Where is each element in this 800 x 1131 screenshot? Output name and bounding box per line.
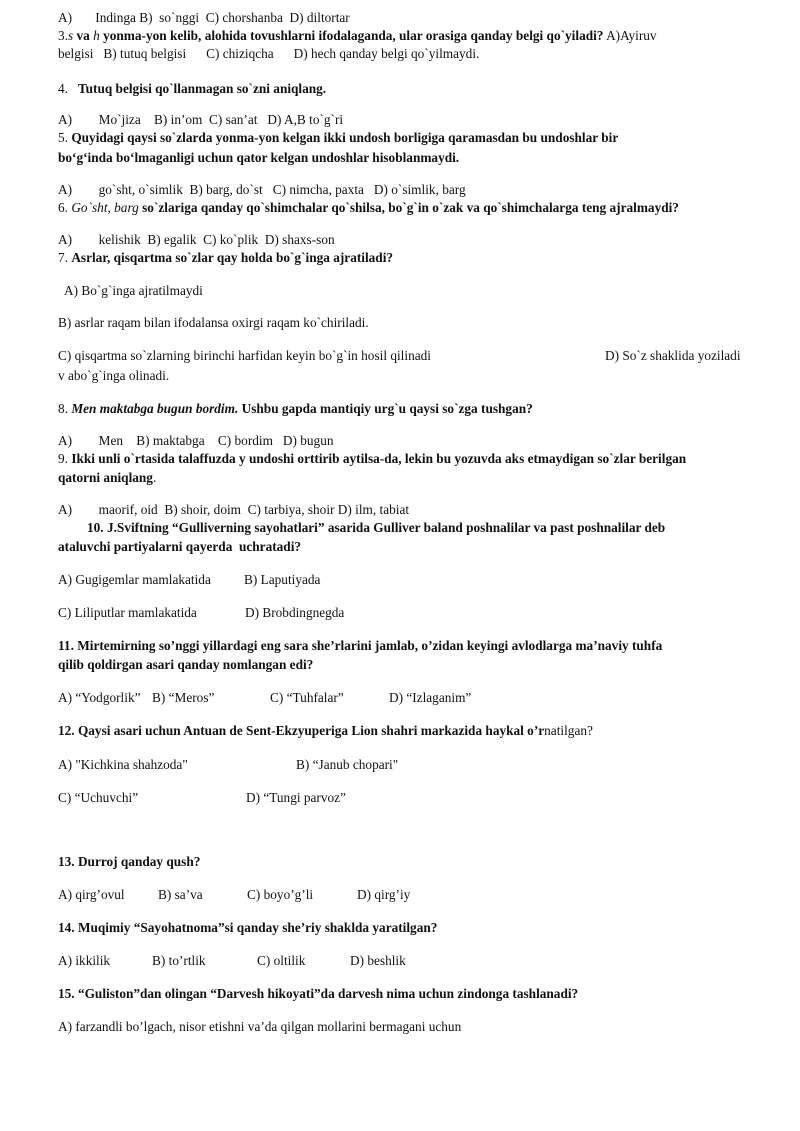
question-7-number: 7. bbox=[58, 250, 68, 265]
question-11-option-d: D) “Izlaganim” bbox=[389, 690, 472, 705]
question-12-body: 12. Qaysi asari uchun Antuan de Sent-Ekzyuperiga Lion shahri markazida haykal o’r bbox=[58, 723, 545, 738]
question-4-text bbox=[58, 80, 760, 98]
letter-s: s bbox=[67, 28, 74, 43]
question-11-option-c: C) “Tuhfalar” bbox=[270, 690, 344, 705]
question-3-number: 3. bbox=[58, 28, 68, 43]
question-8-options: A) Men B) maktabga C) bordim D) bugun bbox=[58, 433, 334, 448]
question-10-option-c: C) Liliputlar mamlakatida bbox=[58, 605, 197, 620]
question-10-line-2: ataluvchi partiyalarni qayerda uchratadi? bbox=[58, 539, 302, 554]
question-10-option-b: B) Laputiyada bbox=[244, 572, 321, 587]
question-3-option-a: A)Ayiruv bbox=[606, 28, 657, 43]
question-14-text: 14. Muqimiy “Sayohatnoma”si qanday she’riy shaklda yaratilgan? bbox=[58, 920, 438, 935]
question-5-options: A) go`sht, o`simlik B) barg, do`st C) nimcha, paxta D) o`simlik, barg bbox=[58, 182, 466, 197]
question-10-option-d: D) Brobdingnegda bbox=[245, 605, 345, 620]
question-12-option-d: D) “Tungi parvoz” bbox=[246, 790, 346, 805]
question-5-line-1 bbox=[58, 129, 760, 147]
question-12-option-c: C) “Uchuvchi” bbox=[58, 790, 139, 805]
question-3-body: yonma-yon kelib, alohida tovushlarni ifodalaganda, ular orasiga qanday belgi qo`yiladi? bbox=[103, 28, 604, 43]
question-6-body: so`zlariga qanday qo`shimchalar qo`shilsa, bo`g`in o`zak va qo`shimchalarga teng ajralmaydi? bbox=[142, 200, 679, 215]
question-14-option-b: B) to’rtlik bbox=[152, 953, 206, 968]
question-8-body: Ushbu gapda mantiqiy urg`u qaysi so`zga tushgan? bbox=[241, 401, 533, 416]
question-15-text: 15. “Guliston”dan olingan “Darvesh hikoyati”da darvesh nima uchun zindonga tashlanadi? bbox=[58, 986, 579, 1001]
question-3-options: belgisi B) tutuq belgisi C) chiziqcha D) hech qanday belgi qo`yilmaydi. bbox=[58, 46, 480, 61]
question-11-option-a: A) “Yodgorlik” bbox=[58, 690, 141, 705]
question-8-number: 8. bbox=[58, 401, 68, 416]
question-9-period: . bbox=[152, 470, 157, 485]
question-13-option-c: C) boyo’g’li bbox=[247, 887, 314, 902]
question-14-option-c: C) oltilik bbox=[257, 953, 306, 968]
question-6-number: 6. bbox=[58, 200, 68, 215]
question-7-body: Asrlar, qisqartma so`zlar qay holda bo`g`inga ajratiladi? bbox=[71, 250, 394, 265]
question-8-text bbox=[58, 400, 760, 418]
question-6-text bbox=[58, 199, 760, 217]
question-6-words: Go`sht, barg bbox=[71, 200, 139, 215]
question-13-option-d: D) qirg’iy bbox=[357, 887, 411, 902]
question-15-option-a: A) farzandli bo’lgach, nisor etishni va’da qilgan mollarini bermagani uchun bbox=[58, 1019, 462, 1034]
question-7-option-b: B) asrlar raqam bilan ifodalansa oxirgi raqam ko`chiriladi. bbox=[58, 315, 369, 330]
question-5-number: 5. bbox=[58, 130, 68, 145]
question-13-option-a: A) qirg’ovul bbox=[58, 887, 125, 902]
question-9-options: A) maorif, oid B) shoir, doim C) tarbiya, shoir D) ilm, tabiat bbox=[58, 502, 410, 517]
letter-h: h bbox=[93, 28, 100, 43]
question-10-line-1: 10. J.Sviftning “Gulliverning sayohatlari” asarida Gulliver baland poshnalilar va past poshnalilar deb bbox=[87, 520, 666, 535]
question-7-text bbox=[58, 249, 760, 267]
question-5-body: Quyidagi qaysi so`zlarda yonma-yon kelgan ikki undosh borligiga qaramasdan bu undoshlar bir bbox=[71, 130, 619, 145]
question-7-option-d-cont: v abo`g`inga olinadi. bbox=[58, 368, 170, 383]
question-9-line-1 bbox=[58, 450, 760, 468]
question-5-line-2: bo‘g‘inda bo‘lmaganligi uchun qator kelgan undoshlar hisoblanmaydi. bbox=[58, 150, 460, 165]
question-3-text bbox=[58, 27, 760, 45]
question-9-line-2 bbox=[58, 469, 760, 487]
question-12-text bbox=[58, 722, 760, 740]
question-9-body: Ikki unli o`rtasida talaffuzda y undoshi orttirib aytilsa-da, lekin bu yozuvda aks etmaydigan so`zlar berilgan bbox=[71, 451, 687, 466]
question-11-line-2: qilib qoldirgan asari qanday nomlangan edi? bbox=[58, 657, 314, 672]
question-12-option-a: A) "Kichkina shahzoda" bbox=[58, 757, 188, 772]
question-12-body-end: natilgan? bbox=[544, 723, 593, 738]
question-10-option-a: A) Gugigemlar mamlakatida bbox=[58, 572, 211, 587]
question-7-option-c: C) qisqartma so`zlarning birinchi harfidan keyin bo`g`in hosil qilinadi bbox=[58, 348, 431, 363]
question-4-body: Tutuq belgisi qo`llanmagan so`zni aniqlang. bbox=[77, 81, 327, 96]
question-9-number: 9. bbox=[58, 451, 68, 466]
question-12-option-b: B) “Janub chopari" bbox=[296, 757, 399, 772]
question-11-option-b: B) “Meros” bbox=[152, 690, 215, 705]
question-4-options: A) Mo`jiza B) in’om C) san’at D) A,B to`g`ri bbox=[58, 112, 344, 127]
question-8-sentence: Men maktabga bugun bordim. bbox=[71, 401, 239, 416]
conjunction-va: va bbox=[76, 28, 90, 43]
question-14-option-d: D) beshlik bbox=[350, 953, 406, 968]
question-4-number: 4. bbox=[58, 81, 68, 96]
question-9-body-cont: qatorni aniqlang bbox=[58, 470, 153, 485]
question-7-option-d: D) So`z shaklida yoziladi bbox=[605, 348, 741, 363]
question-13-text: 13. Durroj qanday qush? bbox=[58, 854, 201, 869]
question-13-option-b: B) sa’va bbox=[158, 887, 203, 902]
question-11-line-1: 11. Mirtemirning so’nggi yillardagi eng sara she’rlarini jamlab, o’zidan keyingi avlodlarga ma’naviy tuhfa bbox=[58, 638, 663, 653]
question-14-option-a: A) ikkilik bbox=[58, 953, 111, 968]
question-2-options: A) Indinga B) so`nggi C) chorshanba D) diltortar bbox=[58, 10, 350, 25]
question-6-options: A) kelishik B) egalik C) ko`plik D) shaxs-son bbox=[58, 232, 335, 247]
question-7-option-a: A) Bo`g`inga ajratilmaydi bbox=[64, 283, 203, 298]
